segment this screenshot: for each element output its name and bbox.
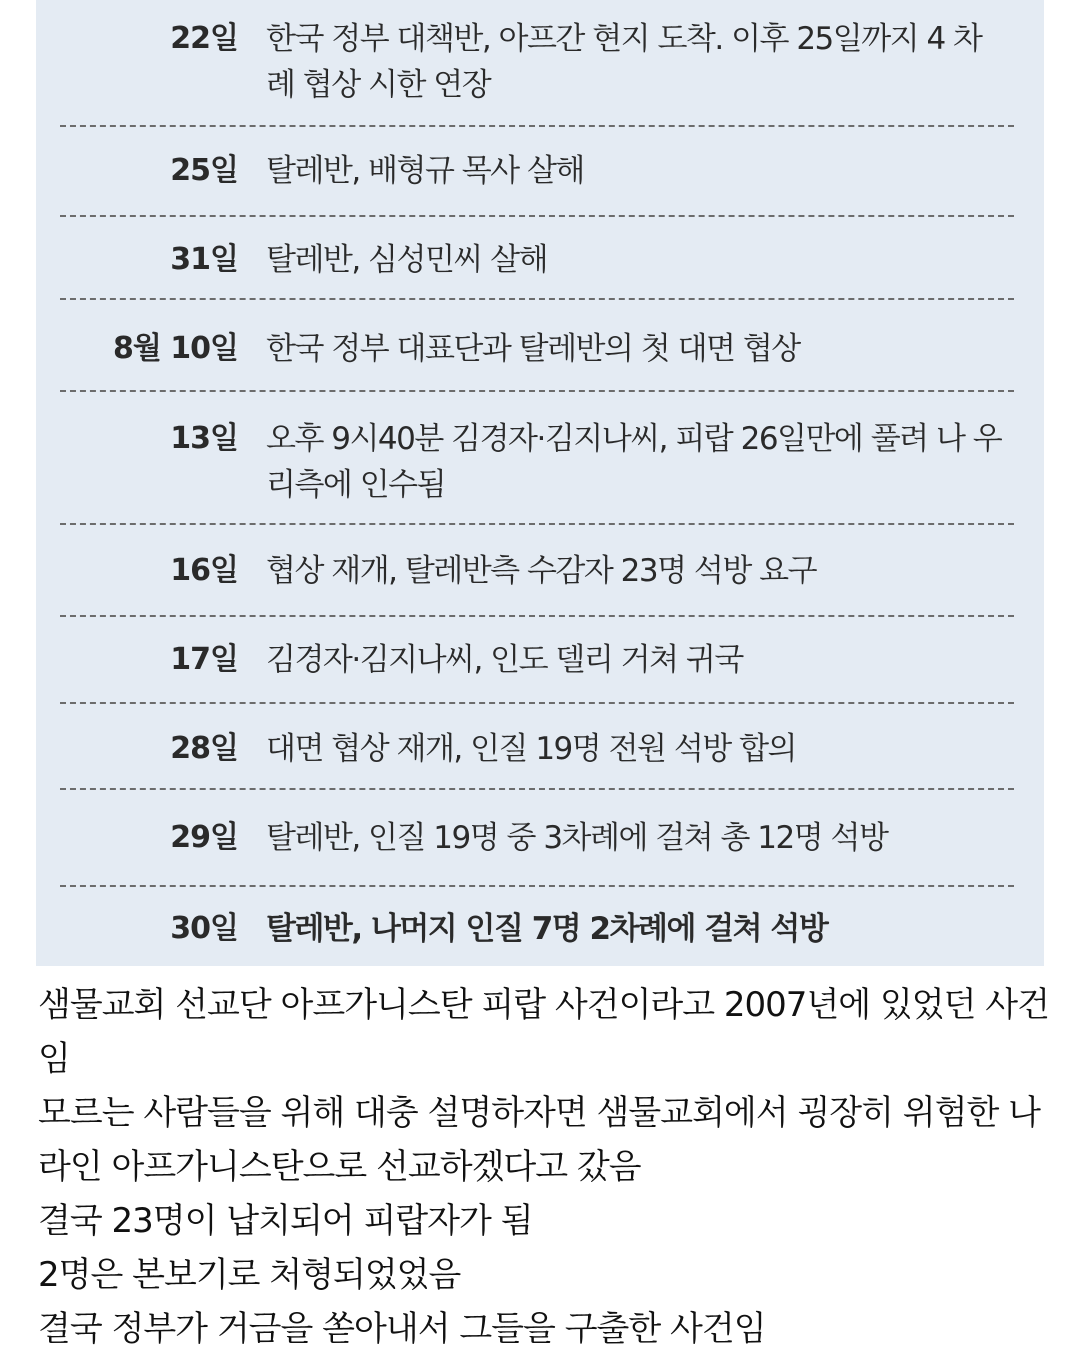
timeline-date: 22일 (170, 21, 238, 56)
dashed-divider (60, 702, 1014, 704)
caption-line: 모르는 사람들을 위해 대충 설명하자면 샘물교회에서 굉장히 위험한 나라인 아프가니스탄으로 선교하겠다고 갔음 (38, 1093, 1040, 1187)
timeline-date: 13일 (170, 421, 238, 456)
dashed-divider (60, 615, 1014, 617)
timeline-description: 한국 정부 대책반, 아프간 현지 도착. 이후 25일까지 4 차례 협상 시한 연장 (266, 21, 982, 103)
timeline-date: 29일 (170, 820, 238, 855)
timeline-date: 17일 (170, 642, 238, 677)
caption-line: 결국 23명이 납치되어 피랍자가 됨 (38, 1201, 533, 1241)
timeline-date: 8월 10일 (112, 331, 238, 366)
dashed-divider (60, 788, 1014, 790)
timeline-description: 대면 협상 재개, 인질 19명 전원 석방 합의 (266, 731, 796, 767)
timeline-date: 31일 (170, 242, 238, 277)
dashed-divider (60, 298, 1014, 300)
caption-line: 2명은 본보기로 처형되었었음 (38, 1255, 461, 1295)
dashed-divider (60, 523, 1014, 525)
caption-text (38, 978, 1058, 1356)
timeline-description: 한국 정부 대표단과 탈레반의 첫 대면 협상 (266, 331, 800, 367)
caption-line: 샘물교회 선교단 아프가니스탄 피랍 사건이라고 2007년에 있었던 사건임 (38, 985, 1049, 1079)
dashed-divider (60, 885, 1014, 887)
timeline-date: 30일 (170, 911, 238, 946)
dashed-divider (60, 390, 1014, 392)
timeline-description: 오후 9시40분 김경자·김지나씨, 피랍 26일만에 풀려 나 우리측에 인수됨 (266, 421, 1002, 503)
timeline-box (36, 0, 1044, 966)
timeline-description: 김경자·김지나씨, 인도 델리 거쳐 귀국 (266, 642, 743, 678)
timeline-description: 탈레반, 심성민씨 살해 (266, 242, 548, 278)
dashed-divider (60, 125, 1014, 127)
timeline-description: 탈레반, 나머지 인질 7명 2차례에 걸쳐 석방 (266, 911, 828, 947)
timeline-date: 25일 (170, 153, 238, 188)
caption-line: 결국 정부가 거금을 쏟아내서 그들을 구출한 사건임 (38, 1309, 766, 1349)
timeline-date: 16일 (170, 553, 238, 588)
timeline-description: 협상 재개, 탈레반측 수감자 23명 석방 요구 (266, 553, 817, 589)
timeline-date: 28일 (170, 731, 238, 766)
timeline-description: 탈레반, 인질 19명 중 3차례에 걸쳐 총 12명 석방 (266, 820, 888, 856)
dashed-divider (60, 215, 1014, 217)
timeline-description: 탈레반, 배형규 목사 살해 (266, 153, 584, 189)
